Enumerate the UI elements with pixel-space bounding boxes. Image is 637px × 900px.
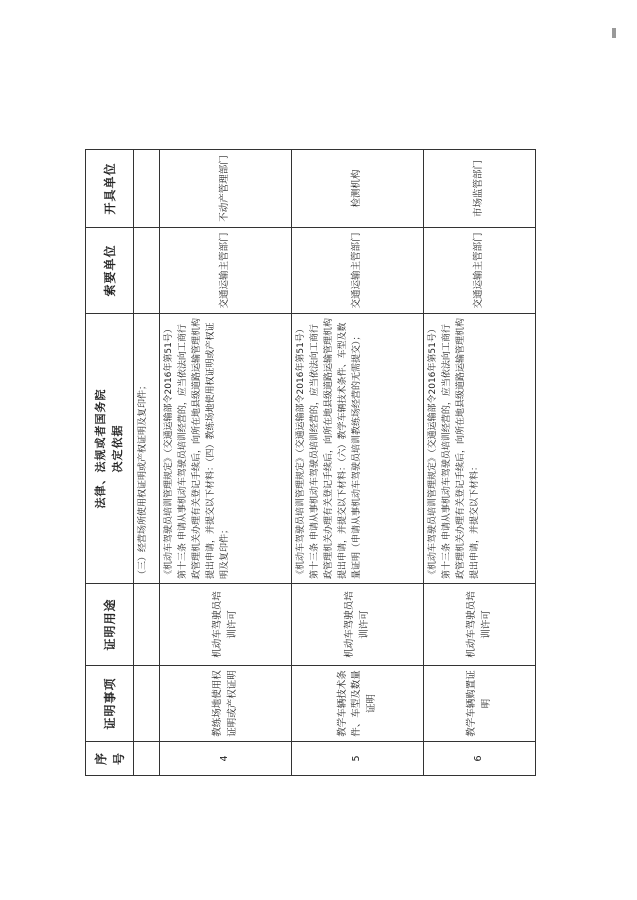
cell-issuer: 检测机构 [292, 150, 424, 228]
cell-review [134, 228, 160, 314]
cell-item: 教学车辆技术条件、车型及数量证明 [292, 666, 424, 742]
cell-basis: 《机动车驾驶员培训管理规定》（交通运输部令2016年第51号）第十三条 申请从事机动车驾驶员培训经营的，应当依法向工商行政管理机关办理有关登记手续后，向所在地县级道路运输管理机构提出申请，并提交以下材料：（四）教练场地使用权证明或产权证明及复印件； [160, 314, 292, 584]
cell-review: 交通运输主管部门 [292, 228, 424, 314]
cell-purpose: 机动车驾驶员培训许可 [160, 584, 292, 666]
cell-index: 4 [160, 742, 292, 776]
header-item: 证明事项 [86, 666, 134, 742]
cell-basis: （三）经营场所使用权证明或产权证明及复印件； [134, 314, 160, 584]
cell-index [134, 742, 160, 776]
table-row [292, 150, 424, 776]
table-row [424, 150, 536, 776]
scan-mark [612, 28, 616, 38]
rotated-table-container [85, 150, 535, 776]
cell-purpose: 机动车驾驶员培训许可 [292, 584, 424, 666]
cell-item: 教练场地使用权证明或产权证明 [160, 666, 292, 742]
table-row [134, 150, 160, 776]
table-row [160, 150, 292, 776]
cell-issuer [134, 150, 160, 228]
header-index: 序号 [86, 742, 134, 776]
cell-index: 5 [292, 742, 424, 776]
header-basis-line1: 法律、法规或者国务院 [94, 388, 107, 509]
certificate-table [85, 149, 536, 776]
cell-basis: 《机动车驾驶员培训管理规定》（交通运输部令2016年第51号）第十三条 申请从事机动车驾驶员培训经营的，应当依法向工商行政管理机关办理有关登记手续后，向所在地县级道路运输管理机构提出申请，并提交以下材料： [424, 314, 536, 584]
table-header-row [86, 150, 134, 776]
cell-issuer: 市场监管部门 [424, 150, 536, 228]
cell-review: 交通运输主管部门 [160, 228, 292, 314]
header-purpose: 证明用途 [86, 584, 134, 666]
cell-index: 6 [424, 742, 536, 776]
header-review: 索要单位 [86, 228, 134, 314]
header-issuer: 开具单位 [86, 150, 134, 228]
cell-purpose: 机动车驾驶员培训许可 [424, 584, 536, 666]
cell-purpose [134, 584, 160, 666]
header-basis [86, 314, 134, 584]
cell-review: 交通运输主管部门 [424, 228, 536, 314]
table-area [85, 150, 535, 776]
cell-basis: 《机动车驾驶员培训管理规定》（交通运输部令2016年第51号）第十三条 申请从事机动车驾驶员培训经营的，应当依法向工商行政管理机关办理有关登记手续后，向所在地县级道路运输管理机构提出申请，并提交以下材料：（六）教学车辆技术条件、车型及数量证明（申请从事机动车驾驶员培训教练场经营的无需提交）； [292, 314, 424, 584]
cell-item [134, 666, 160, 742]
cell-issuer: 不动产管理部门 [160, 150, 292, 228]
cell-item: 教学车辆购置证明 [424, 666, 536, 742]
header-basis-line2: 决定依据 [110, 424, 124, 473]
